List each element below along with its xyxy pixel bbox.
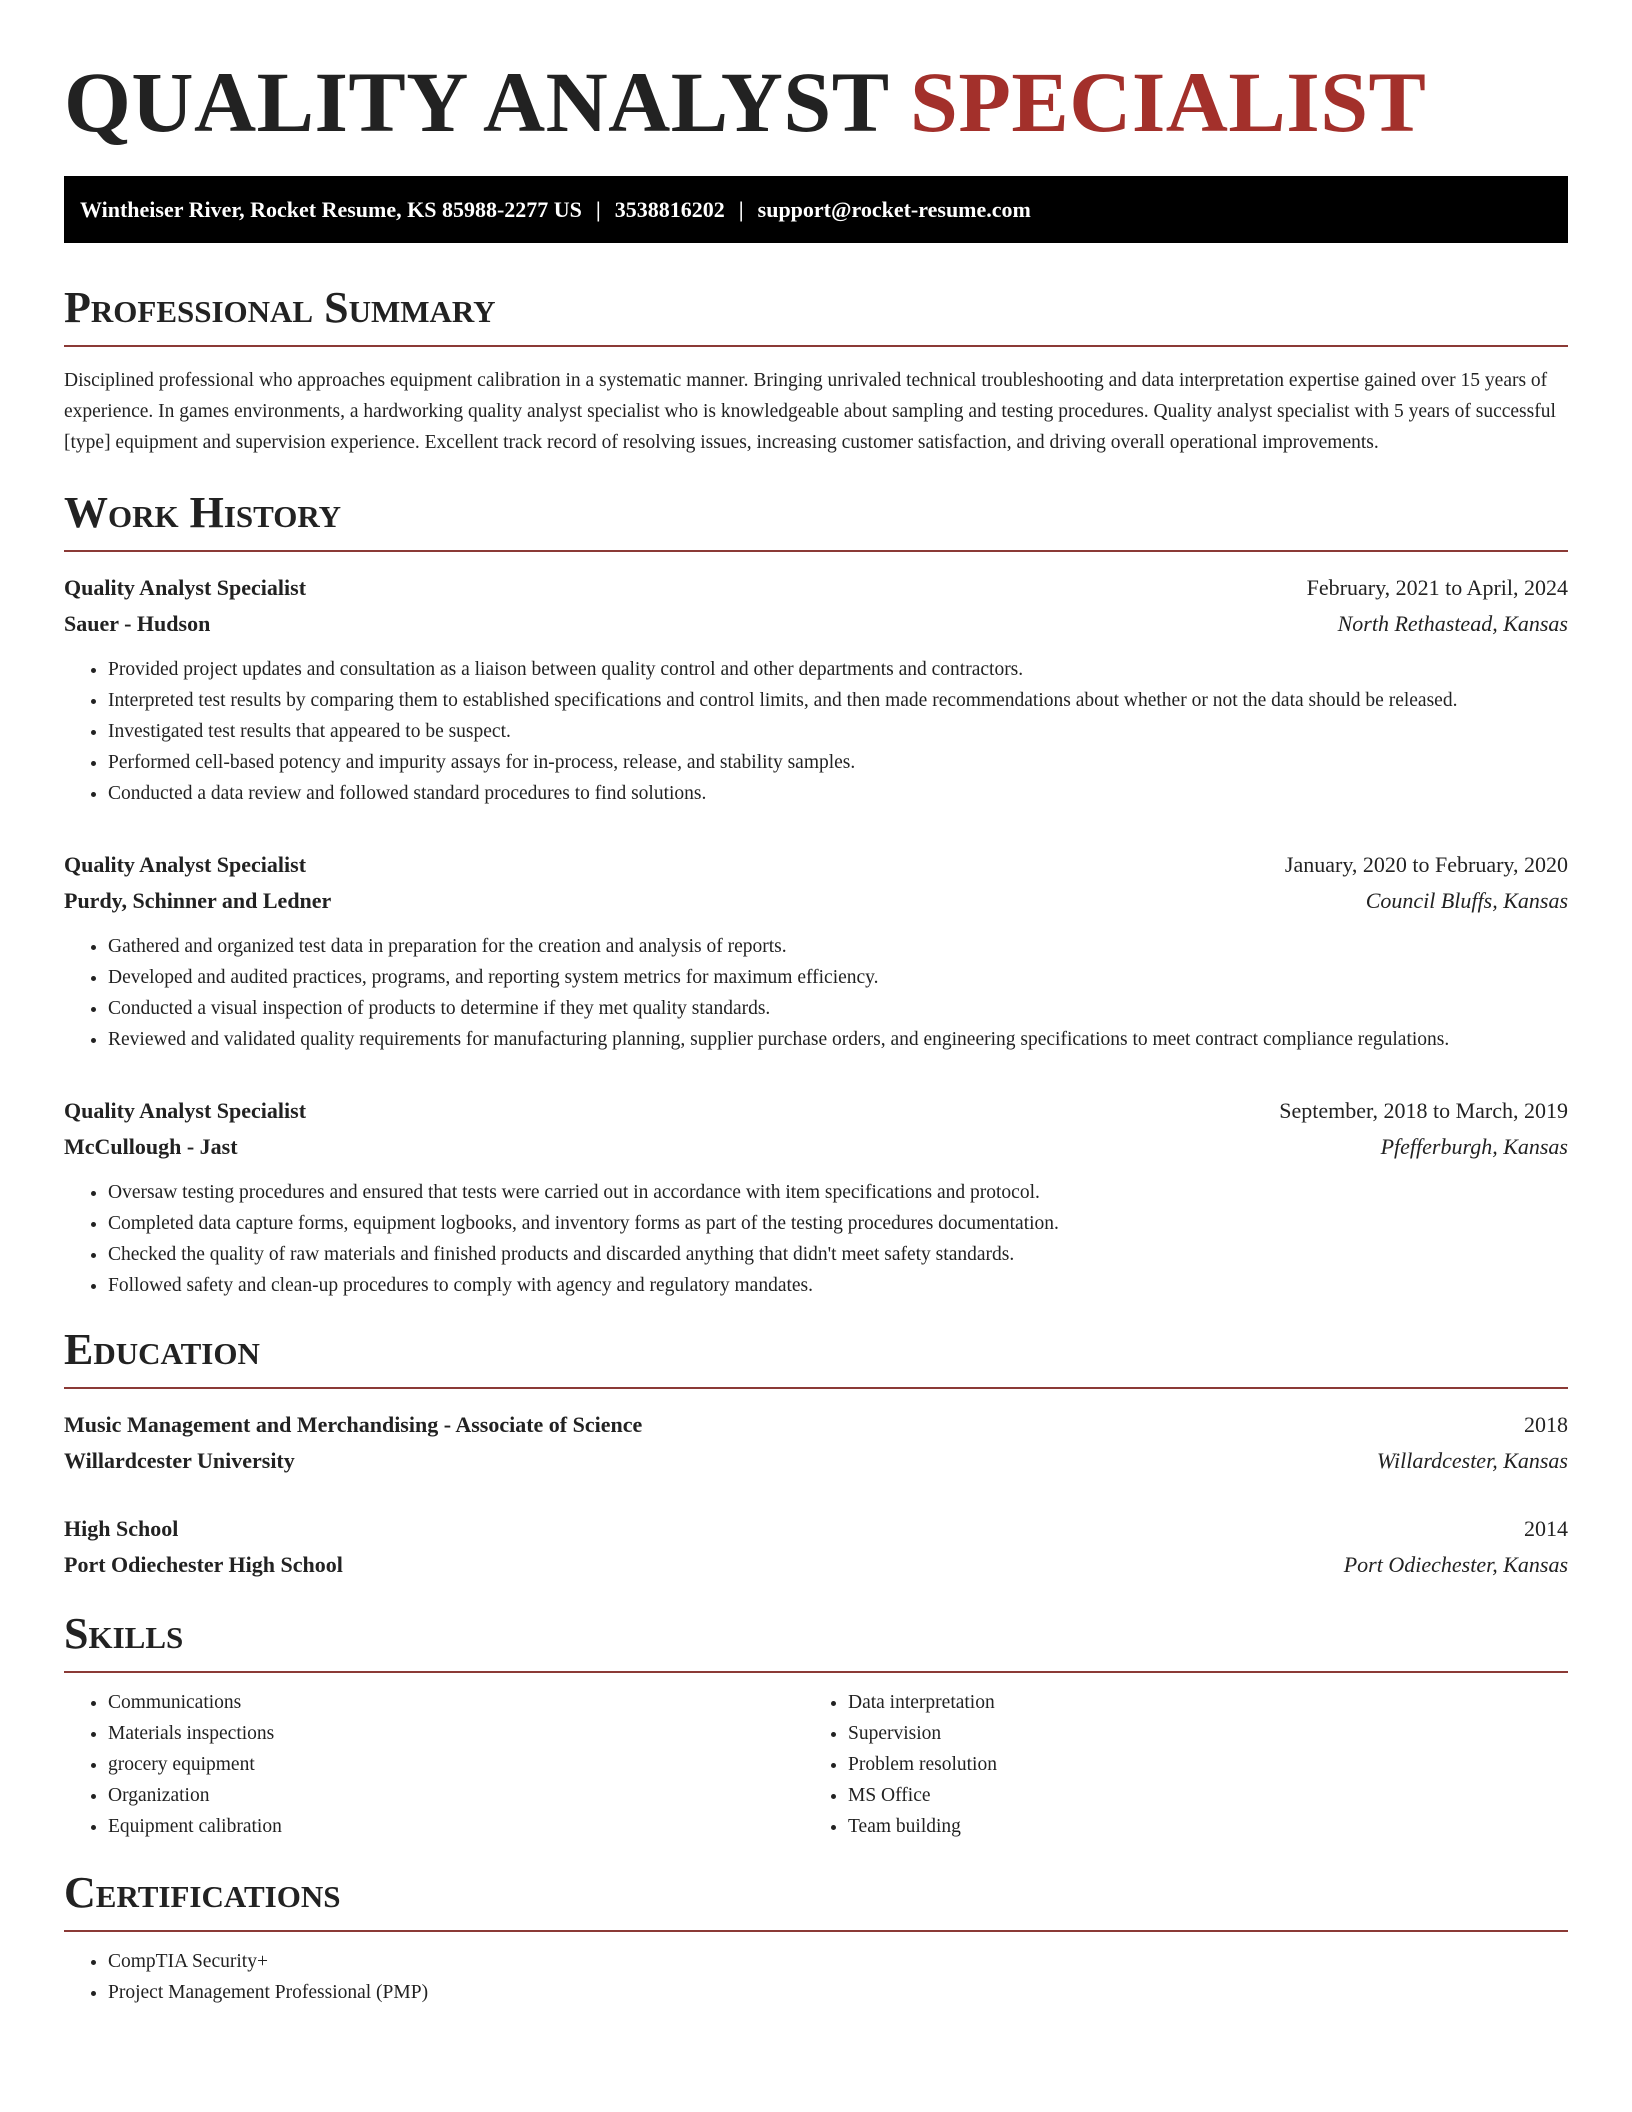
job-bullet: • Developed and audited practices, programs, and reporting system metrics for maximum efficiency. (108, 962, 1568, 993)
job-bullet: • Followed safety and clean-up procedures to comply with agency and regulatory mandates. (108, 1270, 1568, 1301)
contact-phone: 3538816202 (614, 196, 725, 222)
education-school-row (64, 1443, 1568, 1479)
job-title: Quality Analyst Specialist (64, 1098, 307, 1123)
resume-page (64, 0, 1568, 2008)
contact-separator: | (738, 196, 744, 222)
section-heading-summary: Professional Summary (64, 283, 496, 332)
skill-item: • grocery equipment (108, 1749, 804, 1780)
summary-section (64, 283, 1568, 458)
section-heading-work-history: Work History (64, 488, 342, 537)
job-bullets (64, 1177, 1568, 1301)
job-header-row (64, 1093, 1568, 1129)
job-bullets (64, 931, 1568, 1055)
job-location: Pfefferburgh, Kansas (1380, 1134, 1568, 1159)
skills-section (64, 1609, 1568, 1842)
job-entry (64, 570, 1568, 809)
job-company-row (64, 883, 1568, 919)
job-company-row (64, 1129, 1568, 1165)
education-year: 2014 (1524, 1516, 1568, 1541)
section-divider (64, 1671, 1568, 1673)
job-location: North Rethastead, Kansas (1337, 611, 1568, 636)
job-company-row (64, 606, 1568, 642)
job-bullet: • Interpreted test results by comparing them to established specifications and control limits, and then made recommendations about whether or not the data should be released. (108, 685, 1568, 716)
skill-item: • Problem resolution (848, 1749, 1544, 1780)
certification-item: • CompTIA Security+ (108, 1946, 1568, 1977)
skills-list-left (64, 1687, 804, 1842)
education-degree: High School (64, 1516, 179, 1541)
section-heading-certifications: Certifications (64, 1868, 341, 1917)
section-divider (64, 345, 1568, 347)
skill-item: • Team building (848, 1811, 1544, 1842)
skill-item: • Organization (108, 1780, 804, 1811)
job-title: Quality Analyst Specialist (64, 575, 307, 600)
job-bullet: • Performed cell-based potency and impurity assays for in-process, release, and stability samples. (108, 747, 1568, 778)
job-bullet: • Investigated test results that appeared to be suspect. (108, 716, 1568, 747)
job-bullet: • Checked the quality of raw materials and finished products and discarded anything that didn't meet safety standards. (108, 1239, 1568, 1270)
education-school: Port Odiechester High School (64, 1552, 343, 1577)
skill-item: • Data interpretation (848, 1687, 1544, 1718)
summary-text: Disciplined professional who approaches equipment calibration in a systematic manner. Bringing unrivaled technical troubleshooting and data interpretation expertise gained over 15 years of experience. In games environments, a hardworking quality analyst specialist who is knowledgeable about sampling and testing procedures. Quality analyst specialist with 5 years of successful [type] equipment and supervision experience. Excellent track record of resolving issues, increasing customer satisfaction, and driving overall operational improvements. (64, 370, 1556, 453)
job-header-row (64, 847, 1568, 883)
contact-address: Wintheiser River, Rocket Resume, KS 85988-2277 US (80, 196, 582, 222)
job-location: Council Bluffs, Kansas (1365, 888, 1568, 913)
job-bullet: • Provided project updates and consultation as a liaison between quality control and other departments and contractors. (108, 654, 1568, 685)
job-dates: September, 2018 to March, 2019 (1279, 1098, 1568, 1123)
job-title: Quality Analyst Specialist (64, 852, 307, 877)
education-location: Willardcester, Kansas (1376, 1448, 1568, 1473)
skill-item: • Supervision (848, 1718, 1544, 1749)
education-degree: Music Management and Merchandising - Associate of Science (64, 1412, 643, 1437)
skills-grid (64, 1687, 1568, 1842)
education-section (64, 1325, 1568, 1583)
work-history-section (64, 488, 1568, 1301)
job-company: Sauer - Hudson (64, 611, 211, 636)
skills-list-right (804, 1687, 1544, 1842)
skill-item: • MS Office (848, 1780, 1544, 1811)
certifications-section (64, 1868, 1568, 2008)
skill-item: • Equipment calibration (108, 1811, 804, 1842)
education-entry (64, 1407, 1568, 1479)
section-divider (64, 550, 1568, 552)
job-dates: February, 2021 to April, 2024 (1306, 575, 1568, 600)
job-bullets (64, 654, 1568, 809)
skill-item: • Materials inspections (108, 1718, 804, 1749)
education-entry (64, 1511, 1568, 1583)
education-location: Port Odiechester, Kansas (1343, 1552, 1568, 1577)
job-dates: January, 2020 to February, 2020 (1284, 852, 1568, 877)
job-header-row (64, 570, 1568, 606)
section-heading-skills: Skills (64, 1609, 184, 1658)
job-bullet: • Oversaw testing procedures and ensured that tests were carried out in accordance with item specifications and protocol. (108, 1177, 1568, 1208)
section-heading-education: Education (64, 1325, 260, 1374)
skill-item: • Communications (108, 1687, 804, 1718)
job-company: Purdy, Schinner and Ledner (64, 888, 332, 913)
job-entry (64, 1093, 1568, 1301)
job-bullet: • Reviewed and validated quality requirements for manufacturing planning, supplier purchase orders, and engineering specifications to meet contract compliance regulations. (108, 1024, 1568, 1055)
resume-title (64, 52, 1568, 152)
section-divider (64, 1387, 1568, 1389)
education-school: Willardcester University (64, 1448, 295, 1473)
certifications-list (64, 1946, 1568, 2008)
job-company: McCullough - Jast (64, 1134, 238, 1159)
contact-bar (64, 176, 1568, 243)
section-divider (64, 1930, 1568, 1932)
certification-item: • Project Management Professional (PMP) (108, 1977, 1568, 2008)
education-school-row (64, 1547, 1568, 1583)
title-accent: SPECIALIST (910, 54, 1427, 150)
job-bullet: • Gathered and organized test data in preparation for the creation and analysis of reports. (108, 931, 1568, 962)
job-bullet: • Conducted a visual inspection of products to determine if they met quality standards. (108, 993, 1568, 1024)
job-bullet: • Conducted a data review and followed standard procedures to find solutions. (108, 778, 1568, 809)
title-main: QUALITY ANALYST (64, 54, 888, 150)
job-entry (64, 847, 1568, 1055)
education-year: 2018 (1524, 1412, 1568, 1437)
contact-email[interactable]: support@rocket-resume.com (757, 196, 1031, 222)
education-header-row (64, 1511, 1568, 1547)
contact-separator: | (595, 196, 601, 222)
education-header-row (64, 1407, 1568, 1443)
job-bullet: • Completed data capture forms, equipment logbooks, and inventory forms as part of the testing procedures documentation. (108, 1208, 1568, 1239)
